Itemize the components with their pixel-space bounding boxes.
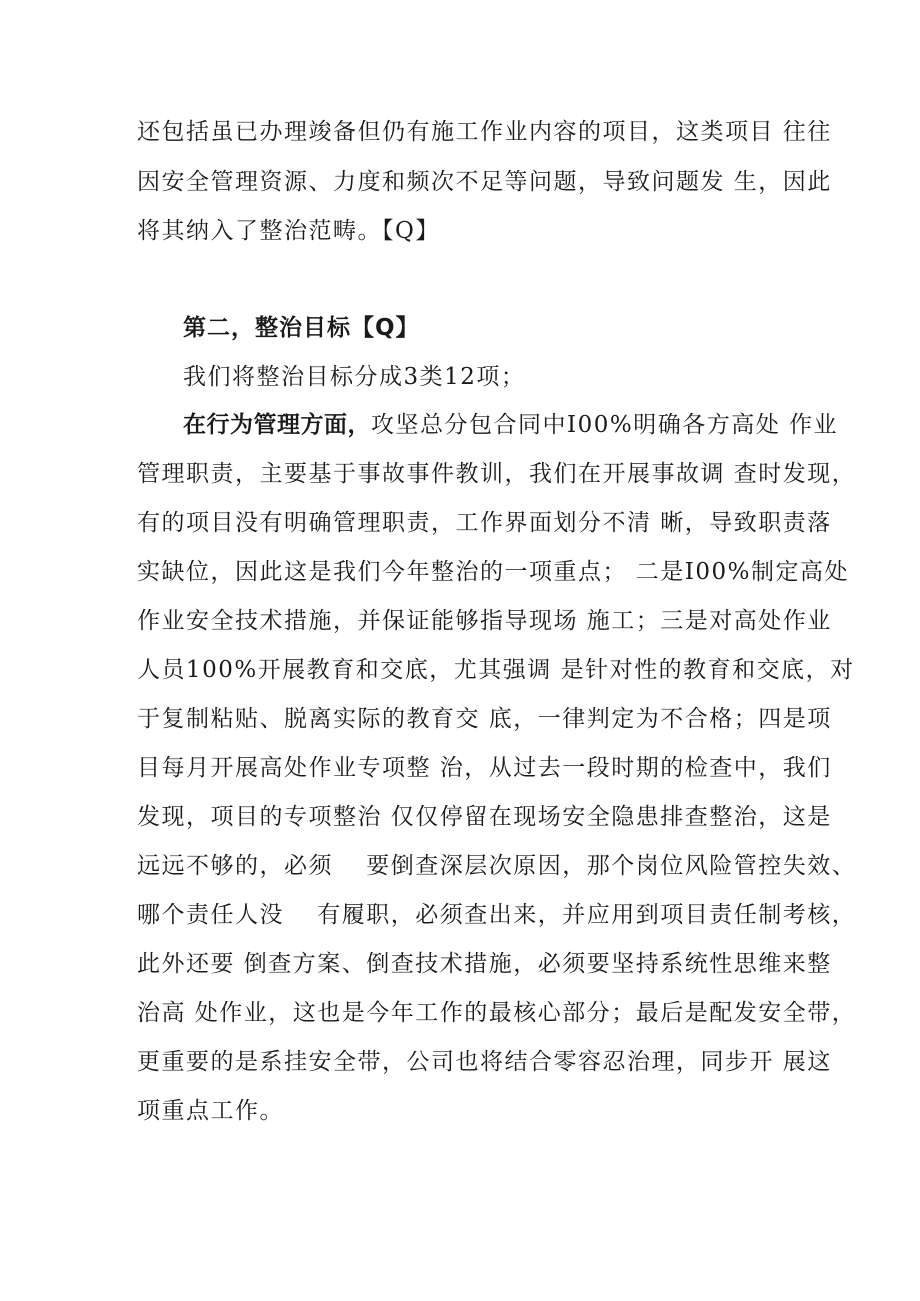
paragraph-behavior-line: 作业安全技术措施，并保证能够指导现场 施工；三是对高处作业 [137, 608, 832, 634]
paragraph-scope-line: 将其纳入了整治范畴。【Q】 [137, 218, 440, 244]
intro-line: 我们将整治目标分成3类12项； [183, 364, 526, 390]
paragraph-behavior-text: 攻坚总分包合同中I00%明确各方高处 作业 [371, 412, 839, 438]
paragraph-behavior-lead: 在行为管理方面， [183, 412, 371, 438]
paragraph-behavior-line: 管理职责，主要基于事故事件教训，我们在开展事故调 查时发现， [137, 461, 857, 487]
paragraph-behavior-line [183, 410, 838, 440]
paragraph-scope-line: 还包括虽已办理竣备但仍有施工作业内容的项目，这类项目 往往 [137, 119, 832, 145]
paragraph-behavior-line: 实缺位，因此这是我们今年整治的一项重点； 二是I00%制定高处 [137, 559, 850, 585]
paragraph-behavior-line: 有的项目没有明确管理职责，工作界面划分不清 晰，导致职责落 [137, 510, 832, 536]
paragraph-behavior-line: 远远不够的，必须 要倒查深层次原因，那个岗位风险管控失效、 [137, 853, 857, 879]
paragraph-behavior-line: 目每月开展高处作业专项整 治，从过去一段时期的检查中，我们 [137, 755, 832, 781]
paragraph-behavior-line: 发现，项目的专项整治 仅仅停留在现场安全隐患排查整治，这是 [137, 804, 832, 830]
paragraph-scope-line: 因安全管理资源、力度和频次不足等问题，导致问题发 生，因此 [137, 169, 832, 195]
paragraph-behavior-line: 哪个责任人没 有履职，必须查出来，并应用到项目责任制考核， [137, 902, 857, 928]
section-heading: 第二，整治目标【Q】 [183, 315, 420, 341]
paragraph-behavior-line: 更重要的是系挂安全带，公司也将结合零容忍治理，同步开 展这 [137, 1049, 832, 1075]
paragraph-behavior-line: 此外还要 倒查方案、倒查技术措施，必须要坚持系统性思维来整 [137, 951, 832, 977]
paragraph-behavior-line: 于复制粘贴、脱离实际的教育交 底，一律判定为不合格；四是项 [137, 706, 832, 732]
paragraph-behavior-line: 治高 处作业，这也是今年工作的最核心部分；最后是配发安全带， [137, 1000, 857, 1026]
paragraph-behavior-line: 项重点工作。 [137, 1098, 284, 1124]
paragraph-behavior-line: 人员100%开展教育和交底，尤其强调 是针对性的教育和交底，对 [137, 657, 855, 683]
